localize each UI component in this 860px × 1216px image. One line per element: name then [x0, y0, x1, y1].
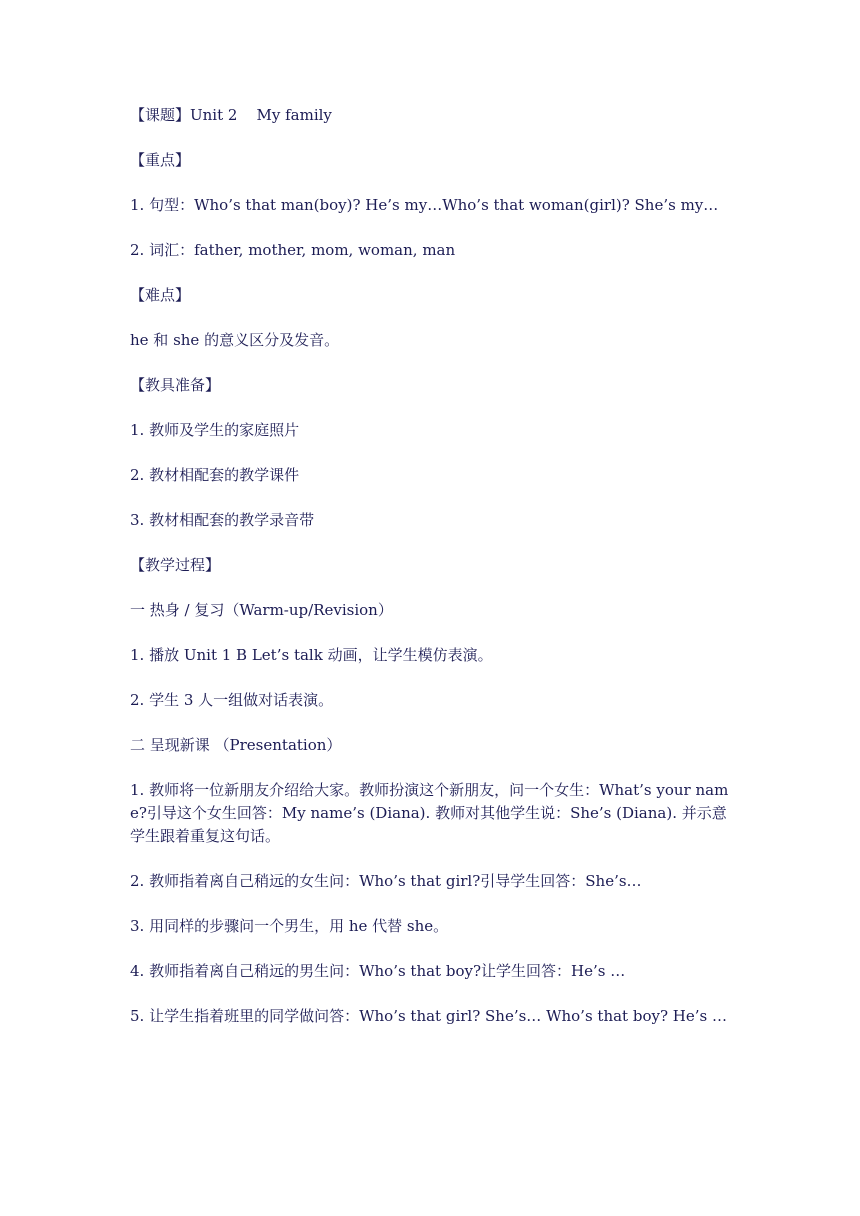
section-heading-difficulties: 【难点】 — [130, 286, 191, 304]
section-heading-key-points: 【重点】 — [130, 151, 191, 169]
presentation-step: 5. 让学生指着班里的同学做问答：Who’s that girl? She’s… Who’s that boy? He’s … — [130, 1007, 727, 1025]
section-heading-teaching-process: 【教学过程】 — [130, 556, 221, 574]
key-point-sentence-patterns: 1. 句型：Who’s that man(boy)? He’s my…Who’s that woman(girl)? She’s my… — [130, 196, 719, 214]
subsection-heading-presentation: 二 呈现新课 （Presentation） — [130, 736, 342, 754]
presentation-step: 3. 用同样的步骤问一个男生，用 he 代替 she。 — [130, 917, 449, 935]
section-heading-teaching-aids: 【教具准备】 — [130, 376, 221, 394]
document-body — [130, 104, 732, 1050]
teaching-aid-item: 3. 教材相配套的教学录音带 — [130, 511, 315, 529]
teaching-aid-item: 1. 教师及学生的家庭照片 — [130, 421, 300, 439]
presentation-step: 4. 教师指着离自己稍远的男生问：Who’s that boy?让学生回答：He’s … — [130, 962, 626, 980]
warmup-step: 1. 播放 Unit 1 B Let’s talk 动画，让学生模仿表演。 — [130, 646, 493, 664]
warmup-step: 2. 学生 3 人一组做对话表演。 — [130, 691, 334, 709]
presentation-step: 2. 教师指着离自己稍远的女生问：Who’s that girl?引导学生回答：She’s… — [130, 872, 642, 890]
key-point-vocabulary: 2. 词汇：father, mother, mom, woman, man — [130, 241, 456, 259]
subsection-heading-warmup: 一 热身 / 复习（Warm-up/Revision） — [130, 601, 393, 619]
presentation-step: 1. 教师将一位新朋友介绍给大家。教师扮演这个新朋友，问一个女生：What’s your name?引导这个女生回答：My name’s (Diana). 教师对其他学生说：She’s (Diana). 并示意学生跟着重复这句话。 — [130, 781, 729, 845]
lesson-title: 【课题】Unit 2 My family — [130, 106, 332, 124]
teaching-aid-item: 2. 教材相配套的教学课件 — [130, 466, 300, 484]
difficulty-text: he 和 she 的意义区分及发音。 — [130, 331, 340, 349]
